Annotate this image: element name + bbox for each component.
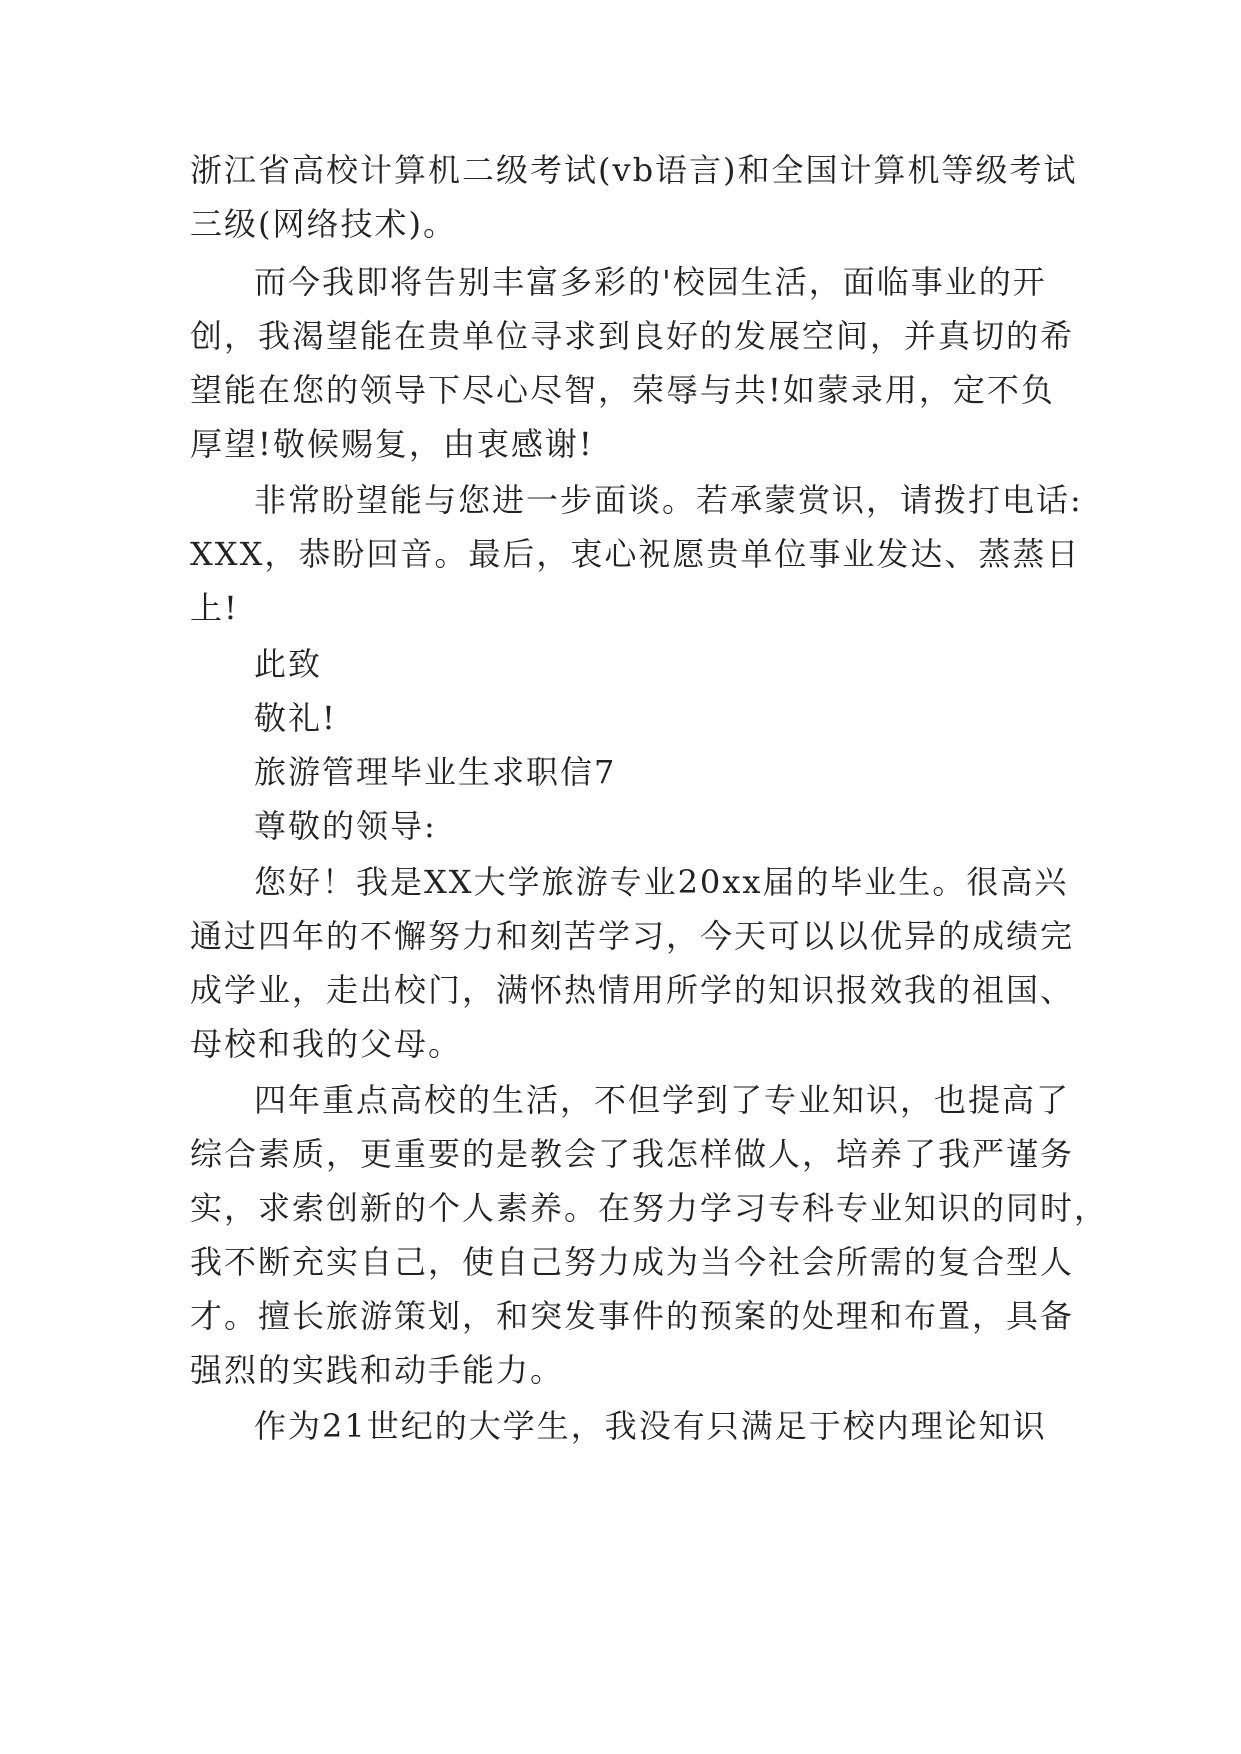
text-line: XXX，恭盼回音。最后，衷心祝愿贵单位事业发达、蒸蒸日 bbox=[190, 535, 1081, 573]
text-line: 强烈的实践和动手能力。 bbox=[190, 1351, 565, 1389]
section-heading: 旅游管理毕业生求职信7 bbox=[254, 753, 617, 791]
text-line: 母校和我的父母。 bbox=[190, 1025, 463, 1063]
greeting-line: 尊敬的领导: bbox=[254, 807, 437, 845]
text-line: 浙江省高校计算机二级考试(vb语言)和全国计算机等级考试 bbox=[190, 151, 1078, 189]
salutation-line: 此致 bbox=[254, 645, 323, 683]
text-line: 实，求索创新的个人素养。在努力学习专科专业知识的同时， bbox=[190, 1189, 1109, 1227]
text-line: 厚望!敬候赐复，由衷感谢! bbox=[190, 425, 594, 463]
paragraph-line: 四年重点高校的生活，不但学到了专业知识，也提高了 bbox=[254, 1081, 1071, 1119]
text-line: 才。擅长旅游策划，和突发事件的预案的处理和布置，具备 bbox=[190, 1297, 1075, 1335]
salutation-line: 敬礼! bbox=[254, 699, 337, 737]
paragraph-line: 作为21世纪的大学生，我没有只满足于校内理论知识 bbox=[254, 1407, 1047, 1445]
text-line: 望能在您的领导下尽心尽智，荣辱与共!如蒙录用，定不负 bbox=[190, 371, 1055, 409]
text-line: 我不断充实自己，使自己努力成为当今社会所需的复合型人 bbox=[190, 1243, 1075, 1281]
paragraph-line: 而今我即将告别丰富多彩的'校园生活，面临事业的开 bbox=[254, 263, 1047, 301]
text-line: 成学业，走出校门，满怀热情用所学的知识报效我的祖国、 bbox=[190, 971, 1075, 1009]
paragraph-line: 您好！我是XX大学旅游专业20xx届的毕业生。很高兴 bbox=[254, 863, 1069, 901]
text-line: 综合素质，更重要的是教会了我怎样做人，培养了我严谨务 bbox=[190, 1135, 1075, 1173]
text-line: 创，我渴望能在贵单位寻求到良好的发展空间，并真切的希 bbox=[190, 317, 1075, 355]
paragraph-line: 非常盼望能与您进一步面谈。若承蒙赏识，请拨打电话: bbox=[254, 481, 1083, 519]
text-line: 三级(网络技术)。 bbox=[190, 205, 457, 243]
text-line: 上! bbox=[190, 589, 239, 627]
text-line: 通过四年的不懈努力和刻苦学习，今天可以以优异的成绩完 bbox=[190, 917, 1075, 955]
